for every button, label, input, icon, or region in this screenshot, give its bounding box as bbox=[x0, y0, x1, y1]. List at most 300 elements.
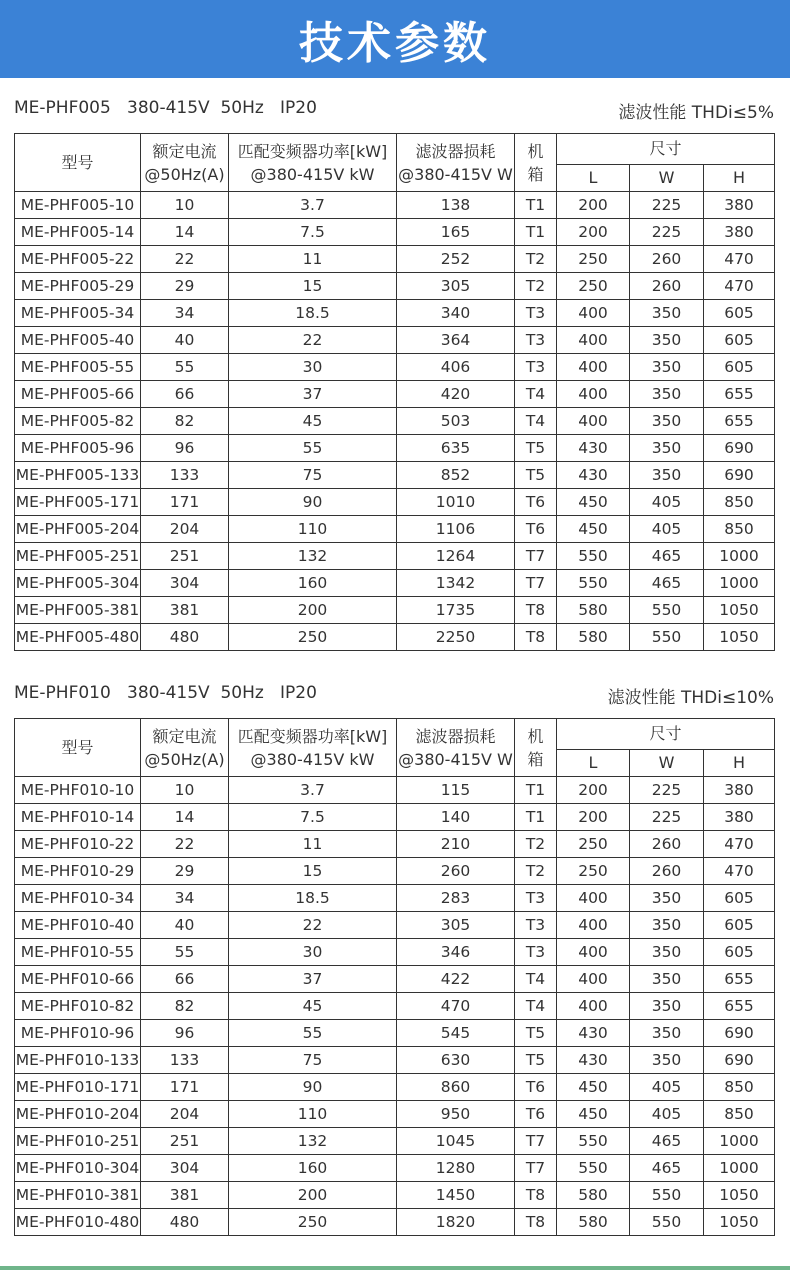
cell-power: 55 bbox=[229, 1020, 397, 1047]
table-row bbox=[15, 300, 775, 327]
cell-dim-w: 465 bbox=[630, 1128, 704, 1155]
cell-current: 66 bbox=[141, 966, 229, 993]
cell-power: 75 bbox=[229, 1047, 397, 1074]
cell-current: 34 bbox=[141, 885, 229, 912]
cell-power: 90 bbox=[229, 489, 397, 516]
table-row bbox=[15, 1074, 775, 1101]
table-row bbox=[15, 570, 775, 597]
cell-current: 10 bbox=[141, 777, 229, 804]
cell-dim-h: 690 bbox=[704, 1047, 775, 1074]
cell-dim-w: 550 bbox=[630, 624, 704, 651]
header-current: 额定电流 @50Hz(A) bbox=[141, 134, 229, 192]
cell-dim-l: 400 bbox=[557, 939, 630, 966]
cell-dim-w: 225 bbox=[630, 192, 704, 219]
cell-dim-h: 605 bbox=[704, 885, 775, 912]
table-row bbox=[15, 597, 775, 624]
cell-current: 22 bbox=[141, 831, 229, 858]
cell-current: 381 bbox=[141, 597, 229, 624]
table-row bbox=[15, 246, 775, 273]
header-power: 匹配变频器功率[kW] @380-415V kW bbox=[229, 719, 397, 777]
cell-loss: 1735 bbox=[397, 597, 515, 624]
cell-case: T2 bbox=[515, 831, 557, 858]
cell-power: 110 bbox=[229, 516, 397, 543]
cell-power: 11 bbox=[229, 831, 397, 858]
cell-model: ME-PHF010-40 bbox=[15, 912, 141, 939]
cell-loss: 260 bbox=[397, 858, 515, 885]
cell-current: 171 bbox=[141, 489, 229, 516]
cell-loss: 422 bbox=[397, 966, 515, 993]
cell-power: 30 bbox=[229, 939, 397, 966]
cell-model: ME-PHF005-82 bbox=[15, 408, 141, 435]
table-row bbox=[15, 435, 775, 462]
cell-loss: 2250 bbox=[397, 624, 515, 651]
page-title-banner bbox=[0, 0, 790, 78]
cell-dim-w: 405 bbox=[630, 1101, 704, 1128]
cell-dim-h: 380 bbox=[704, 777, 775, 804]
cell-current: 204 bbox=[141, 1101, 229, 1128]
cell-dim-h: 380 bbox=[704, 804, 775, 831]
cell-model: ME-PHF005-381 bbox=[15, 597, 141, 624]
cell-power: 22 bbox=[229, 327, 397, 354]
cell-case: T1 bbox=[515, 219, 557, 246]
cell-current: 304 bbox=[141, 570, 229, 597]
cell-case: T5 bbox=[515, 435, 557, 462]
cell-power: 7.5 bbox=[229, 219, 397, 246]
cell-model: ME-PHF005-304 bbox=[15, 570, 141, 597]
cell-case: T6 bbox=[515, 489, 557, 516]
cell-power: 110 bbox=[229, 1101, 397, 1128]
cell-power: 90 bbox=[229, 1074, 397, 1101]
cell-dim-w: 550 bbox=[630, 597, 704, 624]
cell-dim-w: 550 bbox=[630, 1209, 704, 1236]
cell-case: T5 bbox=[515, 1020, 557, 1047]
cell-model: ME-PHF005-29 bbox=[15, 273, 141, 300]
table-row bbox=[15, 1182, 775, 1209]
header-dim-h: H bbox=[704, 165, 775, 192]
cell-power: 7.5 bbox=[229, 804, 397, 831]
table-row bbox=[15, 1155, 775, 1182]
cell-power: 45 bbox=[229, 993, 397, 1020]
cell-dim-l: 200 bbox=[557, 804, 630, 831]
cell-current: 96 bbox=[141, 1020, 229, 1047]
cell-current: 55 bbox=[141, 354, 229, 381]
cell-loss: 283 bbox=[397, 885, 515, 912]
cell-case: T6 bbox=[515, 516, 557, 543]
cell-current: 251 bbox=[141, 1128, 229, 1155]
cell-loss: 140 bbox=[397, 804, 515, 831]
table-row bbox=[15, 1047, 775, 1074]
cell-loss: 1010 bbox=[397, 489, 515, 516]
cell-dim-h: 655 bbox=[704, 381, 775, 408]
cell-dim-l: 450 bbox=[557, 1074, 630, 1101]
section-title: ME-PHF010 380-415V 50Hz IP20 bbox=[14, 683, 317, 703]
cell-power: 18.5 bbox=[229, 885, 397, 912]
cell-dim-l: 400 bbox=[557, 966, 630, 993]
cell-dim-l: 400 bbox=[557, 993, 630, 1020]
cell-model: ME-PHF010-66 bbox=[15, 966, 141, 993]
cell-model: ME-PHF010-34 bbox=[15, 885, 141, 912]
cell-current: 14 bbox=[141, 804, 229, 831]
cell-dim-l: 400 bbox=[557, 408, 630, 435]
header-dim-h: H bbox=[704, 750, 775, 777]
cell-current: 10 bbox=[141, 192, 229, 219]
cell-case: T5 bbox=[515, 462, 557, 489]
cell-dim-h: 1000 bbox=[704, 543, 775, 570]
cell-power: 3.7 bbox=[229, 192, 397, 219]
cell-dim-l: 580 bbox=[557, 1182, 630, 1209]
cell-loss: 630 bbox=[397, 1047, 515, 1074]
cell-dim-w: 465 bbox=[630, 543, 704, 570]
cell-dim-h: 605 bbox=[704, 912, 775, 939]
cell-dim-w: 350 bbox=[630, 381, 704, 408]
table-row bbox=[15, 831, 775, 858]
cell-dim-w: 350 bbox=[630, 993, 704, 1020]
cell-case: T1 bbox=[515, 777, 557, 804]
cell-dim-w: 225 bbox=[630, 219, 704, 246]
cell-loss: 406 bbox=[397, 354, 515, 381]
cell-dim-l: 430 bbox=[557, 1047, 630, 1074]
cell-loss: 305 bbox=[397, 273, 515, 300]
cell-model: ME-PHF010-22 bbox=[15, 831, 141, 858]
cell-model: ME-PHF005-10 bbox=[15, 192, 141, 219]
cell-current: 14 bbox=[141, 219, 229, 246]
cell-dim-l: 550 bbox=[557, 570, 630, 597]
cell-case: T3 bbox=[515, 912, 557, 939]
cell-loss: 1264 bbox=[397, 543, 515, 570]
cell-loss: 364 bbox=[397, 327, 515, 354]
cell-dim-w: 465 bbox=[630, 1155, 704, 1182]
cell-case: T4 bbox=[515, 966, 557, 993]
cell-dim-h: 380 bbox=[704, 219, 775, 246]
header-loss: 滤波器损耗 @380-415V W bbox=[397, 719, 515, 777]
cell-loss: 138 bbox=[397, 192, 515, 219]
cell-dim-h: 1000 bbox=[704, 1128, 775, 1155]
cell-power: 45 bbox=[229, 408, 397, 435]
table-row bbox=[15, 192, 775, 219]
cell-dim-h: 850 bbox=[704, 489, 775, 516]
header-model: 型号 bbox=[15, 134, 141, 192]
cell-dim-l: 250 bbox=[557, 273, 630, 300]
cell-power: 55 bbox=[229, 435, 397, 462]
cell-power: 37 bbox=[229, 966, 397, 993]
table-row bbox=[15, 489, 775, 516]
cell-model: ME-PHF005-204 bbox=[15, 516, 141, 543]
cell-case: T7 bbox=[515, 1155, 557, 1182]
cell-dim-w: 350 bbox=[630, 939, 704, 966]
cell-model: ME-PHF005-480 bbox=[15, 624, 141, 651]
cell-dim-h: 470 bbox=[704, 858, 775, 885]
cell-case: T1 bbox=[515, 804, 557, 831]
cell-model: ME-PHF005-171 bbox=[15, 489, 141, 516]
cell-dim-w: 405 bbox=[630, 516, 704, 543]
cell-dim-h: 655 bbox=[704, 966, 775, 993]
cell-dim-w: 350 bbox=[630, 435, 704, 462]
cell-loss: 165 bbox=[397, 219, 515, 246]
header-dimensions: 尺寸 bbox=[557, 719, 775, 750]
cell-model: ME-PHF005-14 bbox=[15, 219, 141, 246]
cell-model: ME-PHF010-304 bbox=[15, 1155, 141, 1182]
section-phf010 bbox=[14, 679, 774, 1236]
cell-dim-w: 350 bbox=[630, 966, 704, 993]
cell-power: 132 bbox=[229, 543, 397, 570]
cell-case: T6 bbox=[515, 1101, 557, 1128]
cell-case: T2 bbox=[515, 273, 557, 300]
cell-case: T3 bbox=[515, 327, 557, 354]
cell-model: ME-PHF010-480 bbox=[15, 1209, 141, 1236]
cell-current: 22 bbox=[141, 246, 229, 273]
cell-loss: 1280 bbox=[397, 1155, 515, 1182]
cell-dim-w: 405 bbox=[630, 1074, 704, 1101]
cell-dim-l: 250 bbox=[557, 831, 630, 858]
cell-dim-w: 405 bbox=[630, 489, 704, 516]
cell-model: ME-PHF010-14 bbox=[15, 804, 141, 831]
header-loss: 滤波器损耗 @380-415V W bbox=[397, 134, 515, 192]
header-current: 额定电流 @50Hz(A) bbox=[141, 719, 229, 777]
cell-dim-w: 260 bbox=[630, 831, 704, 858]
cell-model: ME-PHF010-10 bbox=[15, 777, 141, 804]
cell-case: T3 bbox=[515, 939, 557, 966]
cell-model: ME-PHF010-96 bbox=[15, 1020, 141, 1047]
cell-case: T5 bbox=[515, 1047, 557, 1074]
cell-dim-h: 1050 bbox=[704, 1209, 775, 1236]
table-row bbox=[15, 939, 775, 966]
cell-case: T4 bbox=[515, 381, 557, 408]
bottom-divider bbox=[0, 1266, 790, 1270]
section-header bbox=[14, 94, 774, 124]
header-dim-l: L bbox=[557, 165, 630, 192]
cell-dim-h: 850 bbox=[704, 516, 775, 543]
cell-current: 82 bbox=[141, 993, 229, 1020]
cell-current: 29 bbox=[141, 273, 229, 300]
cell-dim-w: 260 bbox=[630, 273, 704, 300]
cell-dim-w: 350 bbox=[630, 354, 704, 381]
cell-power: 132 bbox=[229, 1128, 397, 1155]
cell-dim-h: 1050 bbox=[704, 597, 775, 624]
section-title: ME-PHF005 380-415V 50Hz IP20 bbox=[14, 98, 317, 118]
table-row bbox=[15, 327, 775, 354]
cell-current: 251 bbox=[141, 543, 229, 570]
cell-power: 160 bbox=[229, 1155, 397, 1182]
cell-current: 133 bbox=[141, 1047, 229, 1074]
table-row bbox=[15, 516, 775, 543]
table-row bbox=[15, 1209, 775, 1236]
table-row bbox=[15, 219, 775, 246]
header-dim-l: L bbox=[557, 750, 630, 777]
cell-dim-w: 350 bbox=[630, 462, 704, 489]
cell-case: T4 bbox=[515, 408, 557, 435]
cell-dim-h: 655 bbox=[704, 408, 775, 435]
cell-dim-l: 200 bbox=[557, 777, 630, 804]
cell-dim-w: 350 bbox=[630, 300, 704, 327]
cell-case: T3 bbox=[515, 354, 557, 381]
header-case: 机 箱 bbox=[515, 719, 557, 777]
cell-case: T8 bbox=[515, 1182, 557, 1209]
cell-power: 15 bbox=[229, 273, 397, 300]
cell-loss: 420 bbox=[397, 381, 515, 408]
filter-performance: 滤波性能 THDi≤10% bbox=[607, 688, 774, 708]
cell-case: T2 bbox=[515, 246, 557, 273]
cell-dim-h: 655 bbox=[704, 993, 775, 1020]
cell-dim-w: 260 bbox=[630, 246, 704, 273]
cell-case: T3 bbox=[515, 300, 557, 327]
cell-dim-l: 400 bbox=[557, 327, 630, 354]
table-row bbox=[15, 624, 775, 651]
table-body bbox=[15, 192, 775, 651]
cell-dim-h: 605 bbox=[704, 939, 775, 966]
cell-dim-h: 470 bbox=[704, 273, 775, 300]
cell-dim-w: 350 bbox=[630, 885, 704, 912]
cell-model: ME-PHF010-381 bbox=[15, 1182, 141, 1209]
cell-dim-h: 1000 bbox=[704, 1155, 775, 1182]
section-phf005 bbox=[14, 94, 774, 651]
cell-loss: 470 bbox=[397, 993, 515, 1020]
cell-current: 40 bbox=[141, 912, 229, 939]
cell-dim-h: 605 bbox=[704, 354, 775, 381]
cell-loss: 545 bbox=[397, 1020, 515, 1047]
cell-loss: 115 bbox=[397, 777, 515, 804]
cell-model: ME-PHF005-66 bbox=[15, 381, 141, 408]
cell-loss: 503 bbox=[397, 408, 515, 435]
cell-dim-w: 350 bbox=[630, 1020, 704, 1047]
cell-model: ME-PHF010-82 bbox=[15, 993, 141, 1020]
table-row bbox=[15, 993, 775, 1020]
cell-case: T7 bbox=[515, 1128, 557, 1155]
table-row bbox=[15, 408, 775, 435]
cell-current: 66 bbox=[141, 381, 229, 408]
cell-dim-l: 200 bbox=[557, 192, 630, 219]
cell-dim-l: 400 bbox=[557, 300, 630, 327]
cell-case: T8 bbox=[515, 624, 557, 651]
header-power: 匹配变频器功率[kW] @380-415V kW bbox=[229, 134, 397, 192]
cell-current: 34 bbox=[141, 300, 229, 327]
cell-dim-w: 225 bbox=[630, 777, 704, 804]
cell-case: T6 bbox=[515, 1074, 557, 1101]
section-header bbox=[14, 679, 774, 709]
cell-dim-w: 550 bbox=[630, 1182, 704, 1209]
table-row bbox=[15, 354, 775, 381]
cell-model: ME-PHF010-251 bbox=[15, 1128, 141, 1155]
cell-dim-l: 580 bbox=[557, 624, 630, 651]
cell-power: 22 bbox=[229, 912, 397, 939]
table-row bbox=[15, 858, 775, 885]
cell-dim-l: 400 bbox=[557, 885, 630, 912]
cell-dim-h: 850 bbox=[704, 1074, 775, 1101]
cell-dim-h: 1050 bbox=[704, 1182, 775, 1209]
cell-model: ME-PHF010-171 bbox=[15, 1074, 141, 1101]
cell-dim-l: 550 bbox=[557, 1155, 630, 1182]
cell-power: 30 bbox=[229, 354, 397, 381]
cell-dim-l: 450 bbox=[557, 489, 630, 516]
cell-loss: 1045 bbox=[397, 1128, 515, 1155]
cell-case: T8 bbox=[515, 597, 557, 624]
cell-current: 82 bbox=[141, 408, 229, 435]
cell-dim-l: 450 bbox=[557, 516, 630, 543]
table-row bbox=[15, 381, 775, 408]
cell-model: ME-PHF010-133 bbox=[15, 1047, 141, 1074]
table-row bbox=[15, 273, 775, 300]
cell-dim-w: 260 bbox=[630, 858, 704, 885]
cell-power: 250 bbox=[229, 624, 397, 651]
cell-loss: 852 bbox=[397, 462, 515, 489]
cell-loss: 1450 bbox=[397, 1182, 515, 1209]
cell-model: ME-PHF010-55 bbox=[15, 939, 141, 966]
spec-table-phf005 bbox=[14, 133, 775, 651]
cell-power: 11 bbox=[229, 246, 397, 273]
page-title: 技术参数 bbox=[299, 18, 491, 69]
cell-case: T8 bbox=[515, 1209, 557, 1236]
cell-model: ME-PHF005-96 bbox=[15, 435, 141, 462]
cell-model: ME-PHF005-251 bbox=[15, 543, 141, 570]
table-body bbox=[15, 777, 775, 1236]
cell-current: 96 bbox=[141, 435, 229, 462]
cell-current: 133 bbox=[141, 462, 229, 489]
cell-dim-h: 470 bbox=[704, 831, 775, 858]
cell-case: T2 bbox=[515, 858, 557, 885]
cell-loss: 1106 bbox=[397, 516, 515, 543]
cell-loss: 346 bbox=[397, 939, 515, 966]
cell-current: 55 bbox=[141, 939, 229, 966]
cell-power: 160 bbox=[229, 570, 397, 597]
cell-dim-l: 250 bbox=[557, 858, 630, 885]
cell-model: ME-PHF010-204 bbox=[15, 1101, 141, 1128]
cell-loss: 252 bbox=[397, 246, 515, 273]
cell-loss: 340 bbox=[397, 300, 515, 327]
cell-dim-l: 250 bbox=[557, 246, 630, 273]
cell-dim-l: 550 bbox=[557, 1128, 630, 1155]
cell-loss: 305 bbox=[397, 912, 515, 939]
cell-dim-w: 350 bbox=[630, 327, 704, 354]
cell-power: 75 bbox=[229, 462, 397, 489]
cell-power: 200 bbox=[229, 1182, 397, 1209]
cell-case: T7 bbox=[515, 543, 557, 570]
cell-loss: 635 bbox=[397, 435, 515, 462]
cell-case: T1 bbox=[515, 192, 557, 219]
header-dim-w: W bbox=[630, 165, 704, 192]
cell-dim-l: 580 bbox=[557, 1209, 630, 1236]
cell-power: 18.5 bbox=[229, 300, 397, 327]
cell-dim-w: 350 bbox=[630, 1047, 704, 1074]
cell-case: T4 bbox=[515, 993, 557, 1020]
header-dimensions: 尺寸 bbox=[557, 134, 775, 165]
table-row bbox=[15, 885, 775, 912]
cell-model: ME-PHF010-29 bbox=[15, 858, 141, 885]
cell-current: 29 bbox=[141, 858, 229, 885]
cell-loss: 1820 bbox=[397, 1209, 515, 1236]
cell-model: ME-PHF005-22 bbox=[15, 246, 141, 273]
cell-dim-l: 430 bbox=[557, 435, 630, 462]
cell-current: 304 bbox=[141, 1155, 229, 1182]
cell-model: ME-PHF005-34 bbox=[15, 300, 141, 327]
cell-dim-h: 690 bbox=[704, 435, 775, 462]
cell-power: 3.7 bbox=[229, 777, 397, 804]
cell-current: 171 bbox=[141, 1074, 229, 1101]
cell-case: T7 bbox=[515, 570, 557, 597]
cell-model: ME-PHF005-55 bbox=[15, 354, 141, 381]
cell-dim-h: 690 bbox=[704, 462, 775, 489]
cell-current: 204 bbox=[141, 516, 229, 543]
cell-dim-w: 350 bbox=[630, 408, 704, 435]
cell-dim-h: 605 bbox=[704, 300, 775, 327]
cell-dim-w: 465 bbox=[630, 570, 704, 597]
cell-dim-w: 350 bbox=[630, 912, 704, 939]
cell-power: 250 bbox=[229, 1209, 397, 1236]
cell-dim-h: 380 bbox=[704, 192, 775, 219]
table-row bbox=[15, 912, 775, 939]
cell-dim-h: 605 bbox=[704, 327, 775, 354]
cell-dim-l: 550 bbox=[557, 543, 630, 570]
cell-case: T3 bbox=[515, 885, 557, 912]
cell-dim-l: 580 bbox=[557, 597, 630, 624]
